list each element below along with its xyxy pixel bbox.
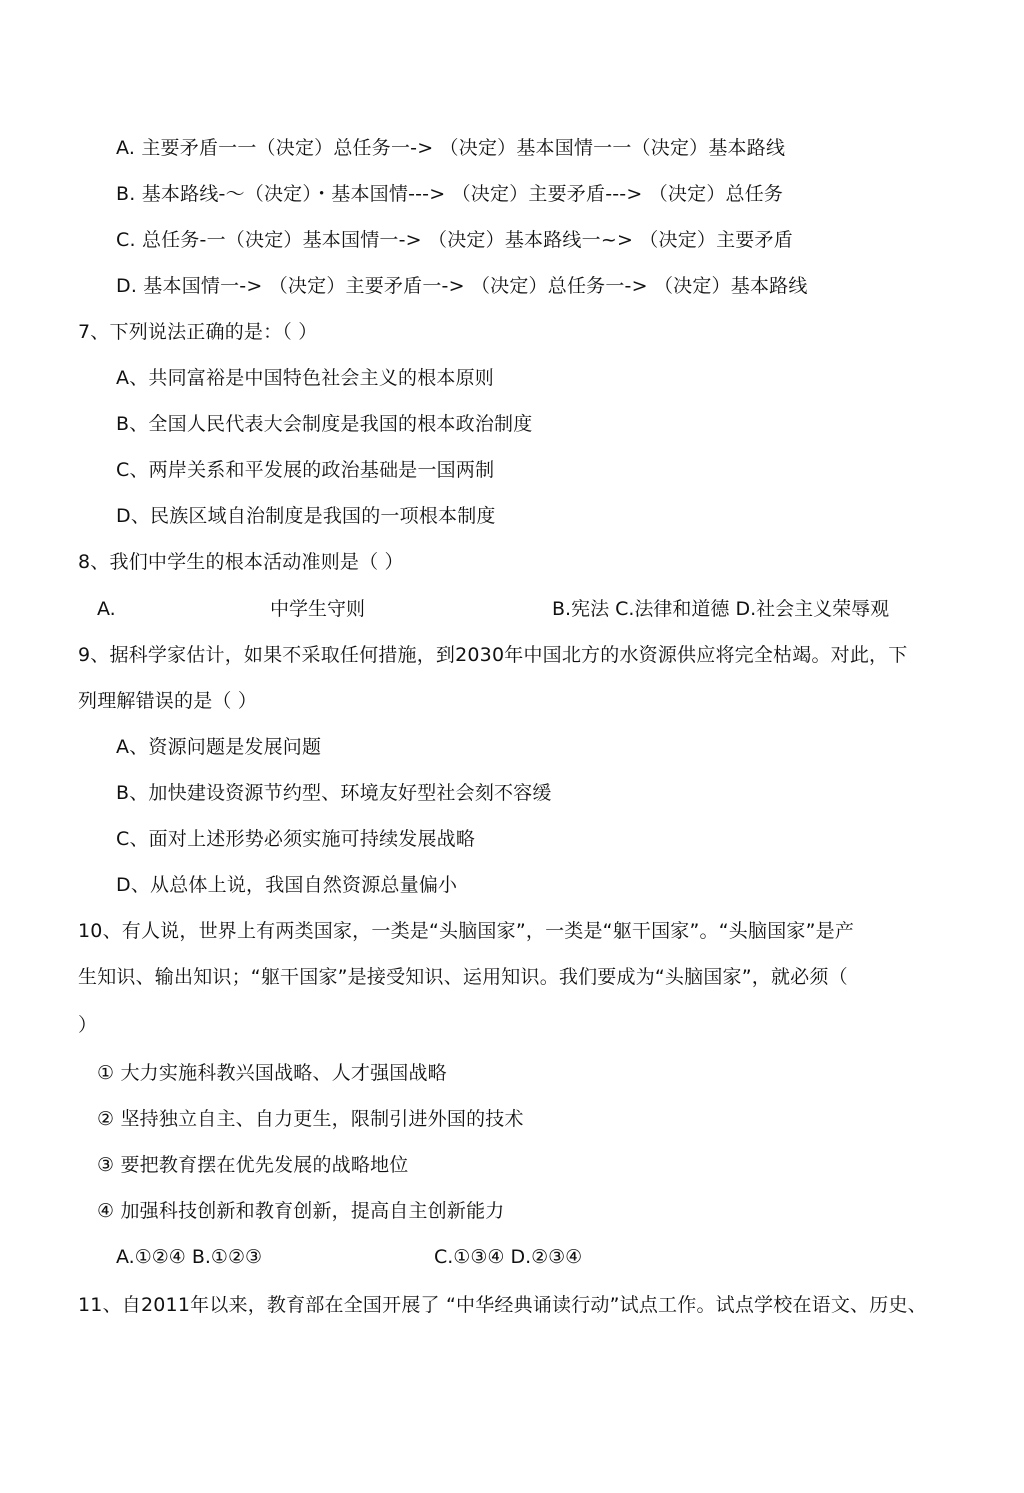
q8-option-a-letter: A. bbox=[97, 598, 116, 620]
q9-stem-line2: 列理解错误的是（ ） bbox=[78, 690, 258, 712]
q9-option-a: A、资源问题是发展问题 bbox=[116, 736, 322, 758]
q9-option-c: C、面对上述形势必须实施可持续发展战略 bbox=[116, 828, 476, 850]
q8-stem: 8、我们中学生的根本活动准则是（ ） bbox=[78, 551, 404, 573]
q10-choices-ab: A.①②④ B.①②③ bbox=[116, 1246, 263, 1268]
q10-item-4: ④ 加强科技创新和教育创新，提高自主创新能力 bbox=[97, 1200, 505, 1222]
q10-item-3: ③ 要把教育摆在优先发展的战略地位 bbox=[97, 1154, 409, 1176]
q6-option-c: C. 总任务-一（决定）基本国情一-> （决定）基本路线一~> （决定）主要矛盾 bbox=[116, 229, 793, 251]
q8-option-a-text: 中学生守则 bbox=[270, 598, 366, 620]
q10-stem-line3: ） bbox=[78, 1014, 98, 1036]
q7-option-b: B、全国人民代表大会制度是我国的根本政治制度 bbox=[116, 413, 533, 435]
q7-option-c: C、两岸关系和平发展的政治基础是一国两制 bbox=[116, 459, 495, 481]
q9-stem-line1: 9、据科学家估计，如果不采取任何措施，到2030年中国北方的水资源供应将完全枯竭。对此，下 bbox=[78, 644, 908, 666]
q10-choices-cd: C.①③④ D.②③④ bbox=[434, 1246, 583, 1268]
q10-item-2: ② 坚持独立自主、自力更生，限制引进外国的技术 bbox=[97, 1108, 524, 1130]
q7-option-d: D、民族区域自治制度是我国的一项根本制度 bbox=[116, 505, 496, 527]
q7-stem: 7、下列说法正确的是：（ ） bbox=[78, 321, 318, 343]
q7-option-a: A、共同富裕是中国特色社会主义的根本原则 bbox=[116, 367, 494, 389]
q10-item-1: ① 大力实施科教兴国战略、人才强国战略 bbox=[97, 1062, 447, 1084]
q6-option-a: A. 主要矛盾一一（决定）总任务一-> （决定）基本国情一一（决定）基本路线 bbox=[116, 137, 786, 159]
q9-option-d: D、从总体上说，我国自然资源总量偏小 bbox=[116, 874, 458, 896]
q10-stem-line2: 生知识、输出知识；“躯干国家”是接受知识、运用知识。我们要成为“头脑国家”，就必须（ bbox=[78, 966, 848, 988]
q11-stem-line1: 11、自2011年以来，教育部在全国开展了 “中华经典诵读行动”试点工作。试点学校在语文、历史、 bbox=[78, 1294, 927, 1316]
q8-options-bcd: B.宪法 C.法律和道德 D.社会主义荣辱观 bbox=[552, 598, 890, 620]
q10-stem-line1: 10、有人说，世界上有两类国家，一类是“头脑国家”，一类是“躯干国家”。“头脑国家”是产 bbox=[78, 920, 855, 942]
q6-option-d: D. 基本国情一-> （决定）主要矛盾一-> （决定）总任务一-> （决定）基本路线 bbox=[116, 275, 808, 297]
q9-option-b: B、加快建设资源节约型、环境友好型社会刻不容缓 bbox=[116, 782, 552, 804]
q6-option-b: B. 基本路线-～（决定）・基本国情---> （决定）主要矛盾---> （决定）总任务 bbox=[116, 183, 784, 205]
